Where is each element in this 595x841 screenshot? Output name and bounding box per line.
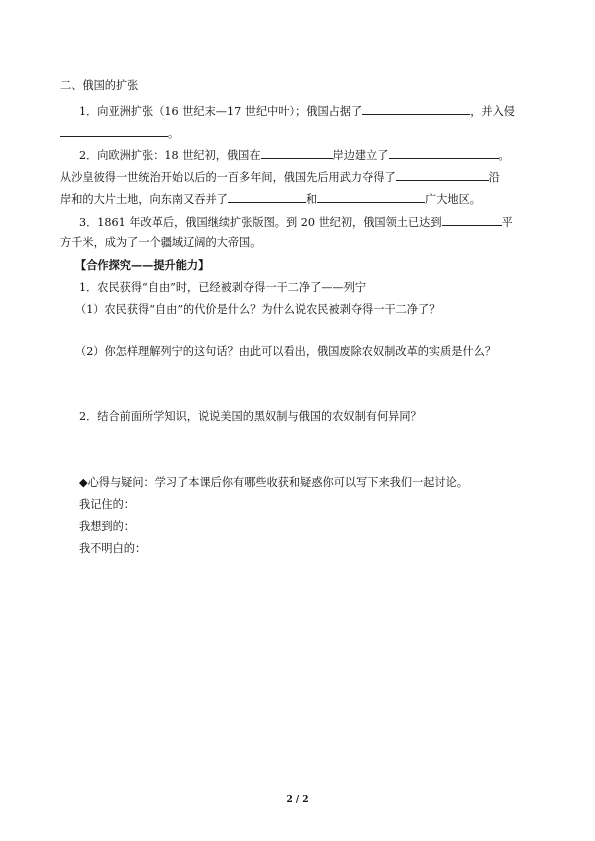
item2-text-f: 岸和的大片土地，向东南又吞并了 [60,193,228,206]
item2-text-e: 沿 [488,171,500,184]
blank-seized-land [396,169,489,181]
item3-text-b: 平 [501,216,513,229]
item3-line [79,214,513,230]
item2-line-2 [60,169,500,185]
blank-invaded-region [60,125,168,137]
item3-text-a: 3．1861 年改革后，俄国继续扩张版图。到 20 世纪初，俄国领土已达到 [79,216,442,229]
item2-line-3 [60,191,481,207]
item2-text-h: 广大地区。 [425,193,481,206]
inquiry-heading: 【合作探究——提升能力】 [75,258,210,272]
item2-text-a: 2．向欧洲扩张：18 世纪初，俄国在 [79,149,261,162]
blank-sea-coast [261,147,333,159]
item3-line-2: 方千米，成为了一个疆域辽阔的大帝国。 [60,236,262,249]
item1-line [79,103,515,119]
blank-city-built [389,147,499,159]
reflection-remembered: 我记住的： [79,498,135,511]
blank-territory-area [442,214,502,226]
reflection-thought: 我想到的： [79,520,135,533]
item1-text-b: ，并入侵 [470,105,515,118]
item1-text-a: 1．向亚洲扩张（16 世纪末—17 世纪中叶）；俄国占据了 [79,105,363,118]
blank-region-1 [228,191,306,203]
question-1: 1．农民获得“自由”时，已经被剥夺得一干二净了——列宁 [79,281,367,294]
reflection-unclear: 我不明白的： [79,542,147,555]
page-number: 2 / 2 [286,795,309,805]
blank-asia-territory [362,103,470,115]
item2-text-c: 。 [498,149,510,162]
reflection-intro: ◆心得与疑问：学习了本课后你有哪些收获和疑惑你可以写下来我们一起讨论。 [79,476,468,489]
question-1-2: （2）你怎样理解列宁的这句话？由此可以看出，俄国废除农奴制改革的实质是什么？ [75,345,497,358]
item2-text-g: 和 [305,193,318,206]
item2-line [79,147,510,163]
blank-region-2 [317,191,425,203]
question-1-1: （1）农民获得“自由”的代价是什么？为什么说农民被剥夺得一干二净了？ [75,303,441,316]
item1-line-2 [60,125,179,141]
section-title: 二、俄国的扩张 [60,79,139,92]
item2-text-d: 从沙皇彼得一世统治开始以后的一百多年间，俄国先后用武力夺得了 [60,171,396,184]
question-2: 2．结合前面所学知识，说说美国的黑奴制与俄国的农奴制有何异同？ [79,410,422,423]
item2-text-b: 岸边建立了 [332,149,389,162]
item1-text-c: 。 [168,127,180,140]
